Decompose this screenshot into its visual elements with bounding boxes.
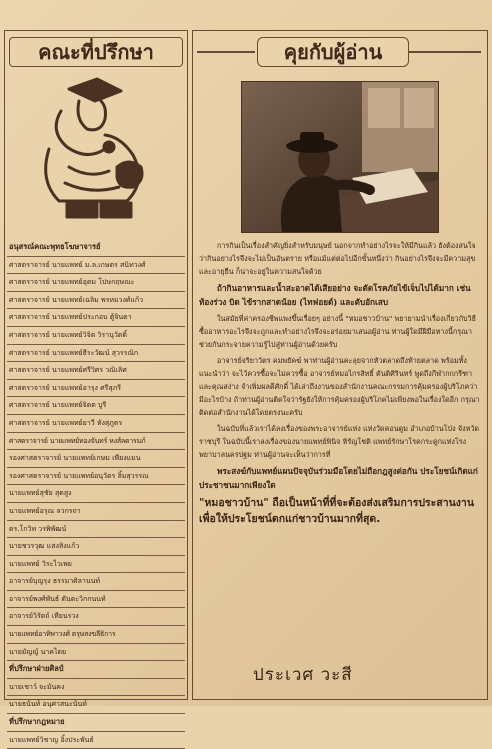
advisor-row: นายแพทย์สุชัย สุดสูง [7,485,185,503]
advisor-row: ดร.โกวิท วรพิพัฒน์ [7,521,185,539]
advisor-row: ศาสตราจารย์ นายแพทย์จิตต บูรี [7,397,185,415]
advisor-row: ศาสตราจารย์ นายแพทย์ธีระวัฒน์ สุวรรณิก [7,345,185,363]
paragraph-5: ในฉบับที่แล้วเราได้ลงเรื่องของพระอาจารย์แห่ง แห่งวัดคอนตูม อำเภอบ้านโป่ง จังหวัดราชบุรี ในฉบับนี้เราลงเรื่องของนายแพทย์พินิจ หิรัญโชติ แพทย์รักษาโรคกระดูกแห่งโรงพยาบาลนครปฐม ท่านผู้อ่านจะเห็นว่าการที่ [199,424,480,459]
advisor-row: ศาสตราจารย์ นายแพทย์ทองจันทร์ หงส์ลดารมภ์ [7,433,185,451]
advisor-row: ศาสตราจารย์ นายแพทย์ศรีวิศร วณิเลิศ [7,362,185,380]
advisor-row: รองศาสตราจารย์ นายแพทย์อนุวัตร ลิ้มสุวรรณ [7,468,185,486]
paragraph-7: "หมอชาวบ้าน" ถือเป็นหน้าที่ที่จะต้องส่งเสริมการประสานงานเพื่อให้ประโยชน์ตกแก่ชาวบ้านมากที่สุด. [199,497,474,525]
advisor-row: อาจารย์บุญรุง ธรรมาศิลานนท์ [7,573,185,591]
editorial-title: คุยกับผู้อ่าน [257,37,409,67]
paragraph-4: อาจารย์จริยาวัตร คมพยัคฆ์ พาท่านผู้อ่านคะลุยจากหัวตลาดถึงท้ายตลาด พร้อมทั้งแนะนำว่า จะไว้ควรซื้อจะไม่ควรซื้อ อาจารย์หมอไกรสิทธิ์ ตันติศิรินทร์ พูดถึงกีฬากกกรีฑา และคุณสง่าง จำเพิ่มผลดีศักดิ์ ได้เล่าถึงงานของสำนักงานคณะกรรมการคุ้มครองผู้บริโภคว่ามีอะไรบ้าง ถ้าท่านผู้อ่านติดใจว่ารัฐยังให้การคุ้มครองผู้บริโภคไม่เพียงพอในเรื่องใดอีก กรุณาติดต่อสำนักงานได้โดยตรงนะครับ [199,356,480,417]
advisory-board-title: คณะที่ปรึกษา [9,37,183,67]
advisor-row: นายแพทย์ วิระไวเพย [7,556,185,574]
advisor-section-heading: ที่ปรึกษาฝ่ายศิลป์ [7,661,185,679]
advisor-row: นายแพทย์อาทิพาวงศ์ ตรุษสงขลีธิการ [7,626,185,644]
editorial-body [199,239,481,530]
paragraph-2: ถ้ากินอาหารและน้ำสะอาดได้เสียอย่าง จะตัดโรคภัยไข้เจ็บไปได้มาก เช่น ท้องร่วง บิด ไข้รากสาดน้อย (ไทฟอยด์) และตับอักเสบ [199,283,471,307]
doctor-logo-illustration [9,71,183,231]
advisor-row: ศาสตราจารย์ นายแพทย์เฉลิม พรหมวงศ์แก้ว [7,292,185,310]
advisor-row: นายแพทย์อรุณ ลวกรถา [7,503,185,521]
advisor-row: ศาสตราจารย์ นายแพทย์ยาวี หังสุภูตร [7,415,185,433]
advisor-row: นายชวรวุฒ แสงสิงแก้ว [7,538,185,556]
advisor-row: นายแพทย์วิชาญ อิ้งประพันธ์ [7,732,185,749]
advisor-row: นายธนันท์ อนุศาสนะนันท์ [7,696,185,714]
photo-man-reading [241,81,439,233]
advisor-list [7,239,185,749]
editorial-header [197,37,481,67]
paragraph-6: พระสงฆ์กับแพทย์แผนปัจจุบันร่วมมือโดยไม่ถือกฎสูงต่อกัน ประโยชน์เกิดแก่ประชาชนมากเพียงใด [199,466,478,490]
advisor-section-heading: ที่ปรึกษากฎหมาย [7,714,185,732]
advisor-row: ศาสตราจารย์ นายแพทย์อารุง ศรีสุภรี [7,380,185,398]
advisor-row: ศาสตราจารย์ นายแพทย์ ม.ล.เกษตร สนิทวงศ์ [7,257,185,275]
advisor-row: ศาสตราจารย์ นายแพทย์ประกอบ ตู้จินดา [7,309,185,327]
paragraph-3: ในสมัยที่ค่าครองชีพแพงขึ้นเรื่อยๆ อย่างนี้ "หมอชาวบ้าน" พยายามนำเรื่องเกี่ยวกับวิธีซื้ออาหารอะไรจึงจะถูกและทำอย่างไรจึงจะอร่อยมาเสนอผู้อ่าน ท่านผู้ใดมีฝีมือทางนี้กรุณาช่วยกันกระจายความรู้ไปสู่ท่านผู้อ่านด้วยครับ [199,314,477,349]
header-rule-left [197,51,255,53]
advisor-row: อาจารย์พงศ์พันธ์ ตันตะวิกกนนท์ [7,591,185,609]
signature: ประเวศ วะสี [253,665,353,685]
advisor-row: ศาสตราจารย์ นายแพทย์วิจิต วิรานุวัตติ์ [7,327,185,345]
advisory-board-column [4,30,188,744]
paragraph-1: การกินเป็นเรื่องสำคัญยิ่งสำหรับมนุษย์ นอกจากทำอย่างไรจะให้มีกินแล้ว ยังต้องสนใจว่ากินอย่างไรจึงจะไม่เป็นอันตราย หรือแม้แต่ต่อไปอีกขั้นหนึ่งว่า กินอย่างไรจึงจะมีความสุขและอายุยืน ก็น่าจะอยู่ในความสนใจด้วย [199,241,476,276]
advisor-section-heading: อนุสรณ์คณะพุทธโฆษาจารย์ [7,239,185,257]
advisor-row: นายมัญญ์ นาคไตย [7,644,185,662]
advisor-row: อาจารย์วิรัตถ์ เทียนรวง [7,608,185,626]
advisor-row: ศาสตราจารย์ นายแพทย์อุดม โปษกฤษณะ [7,274,185,292]
editorial-column [192,30,488,700]
advisor-row: นายเชาว์ จะมันคง [7,679,185,697]
advisor-row: รองศาสตราจารย์ นายแพทย์เกษม เพียงแมน [7,450,185,468]
header-rule-right [409,51,481,53]
